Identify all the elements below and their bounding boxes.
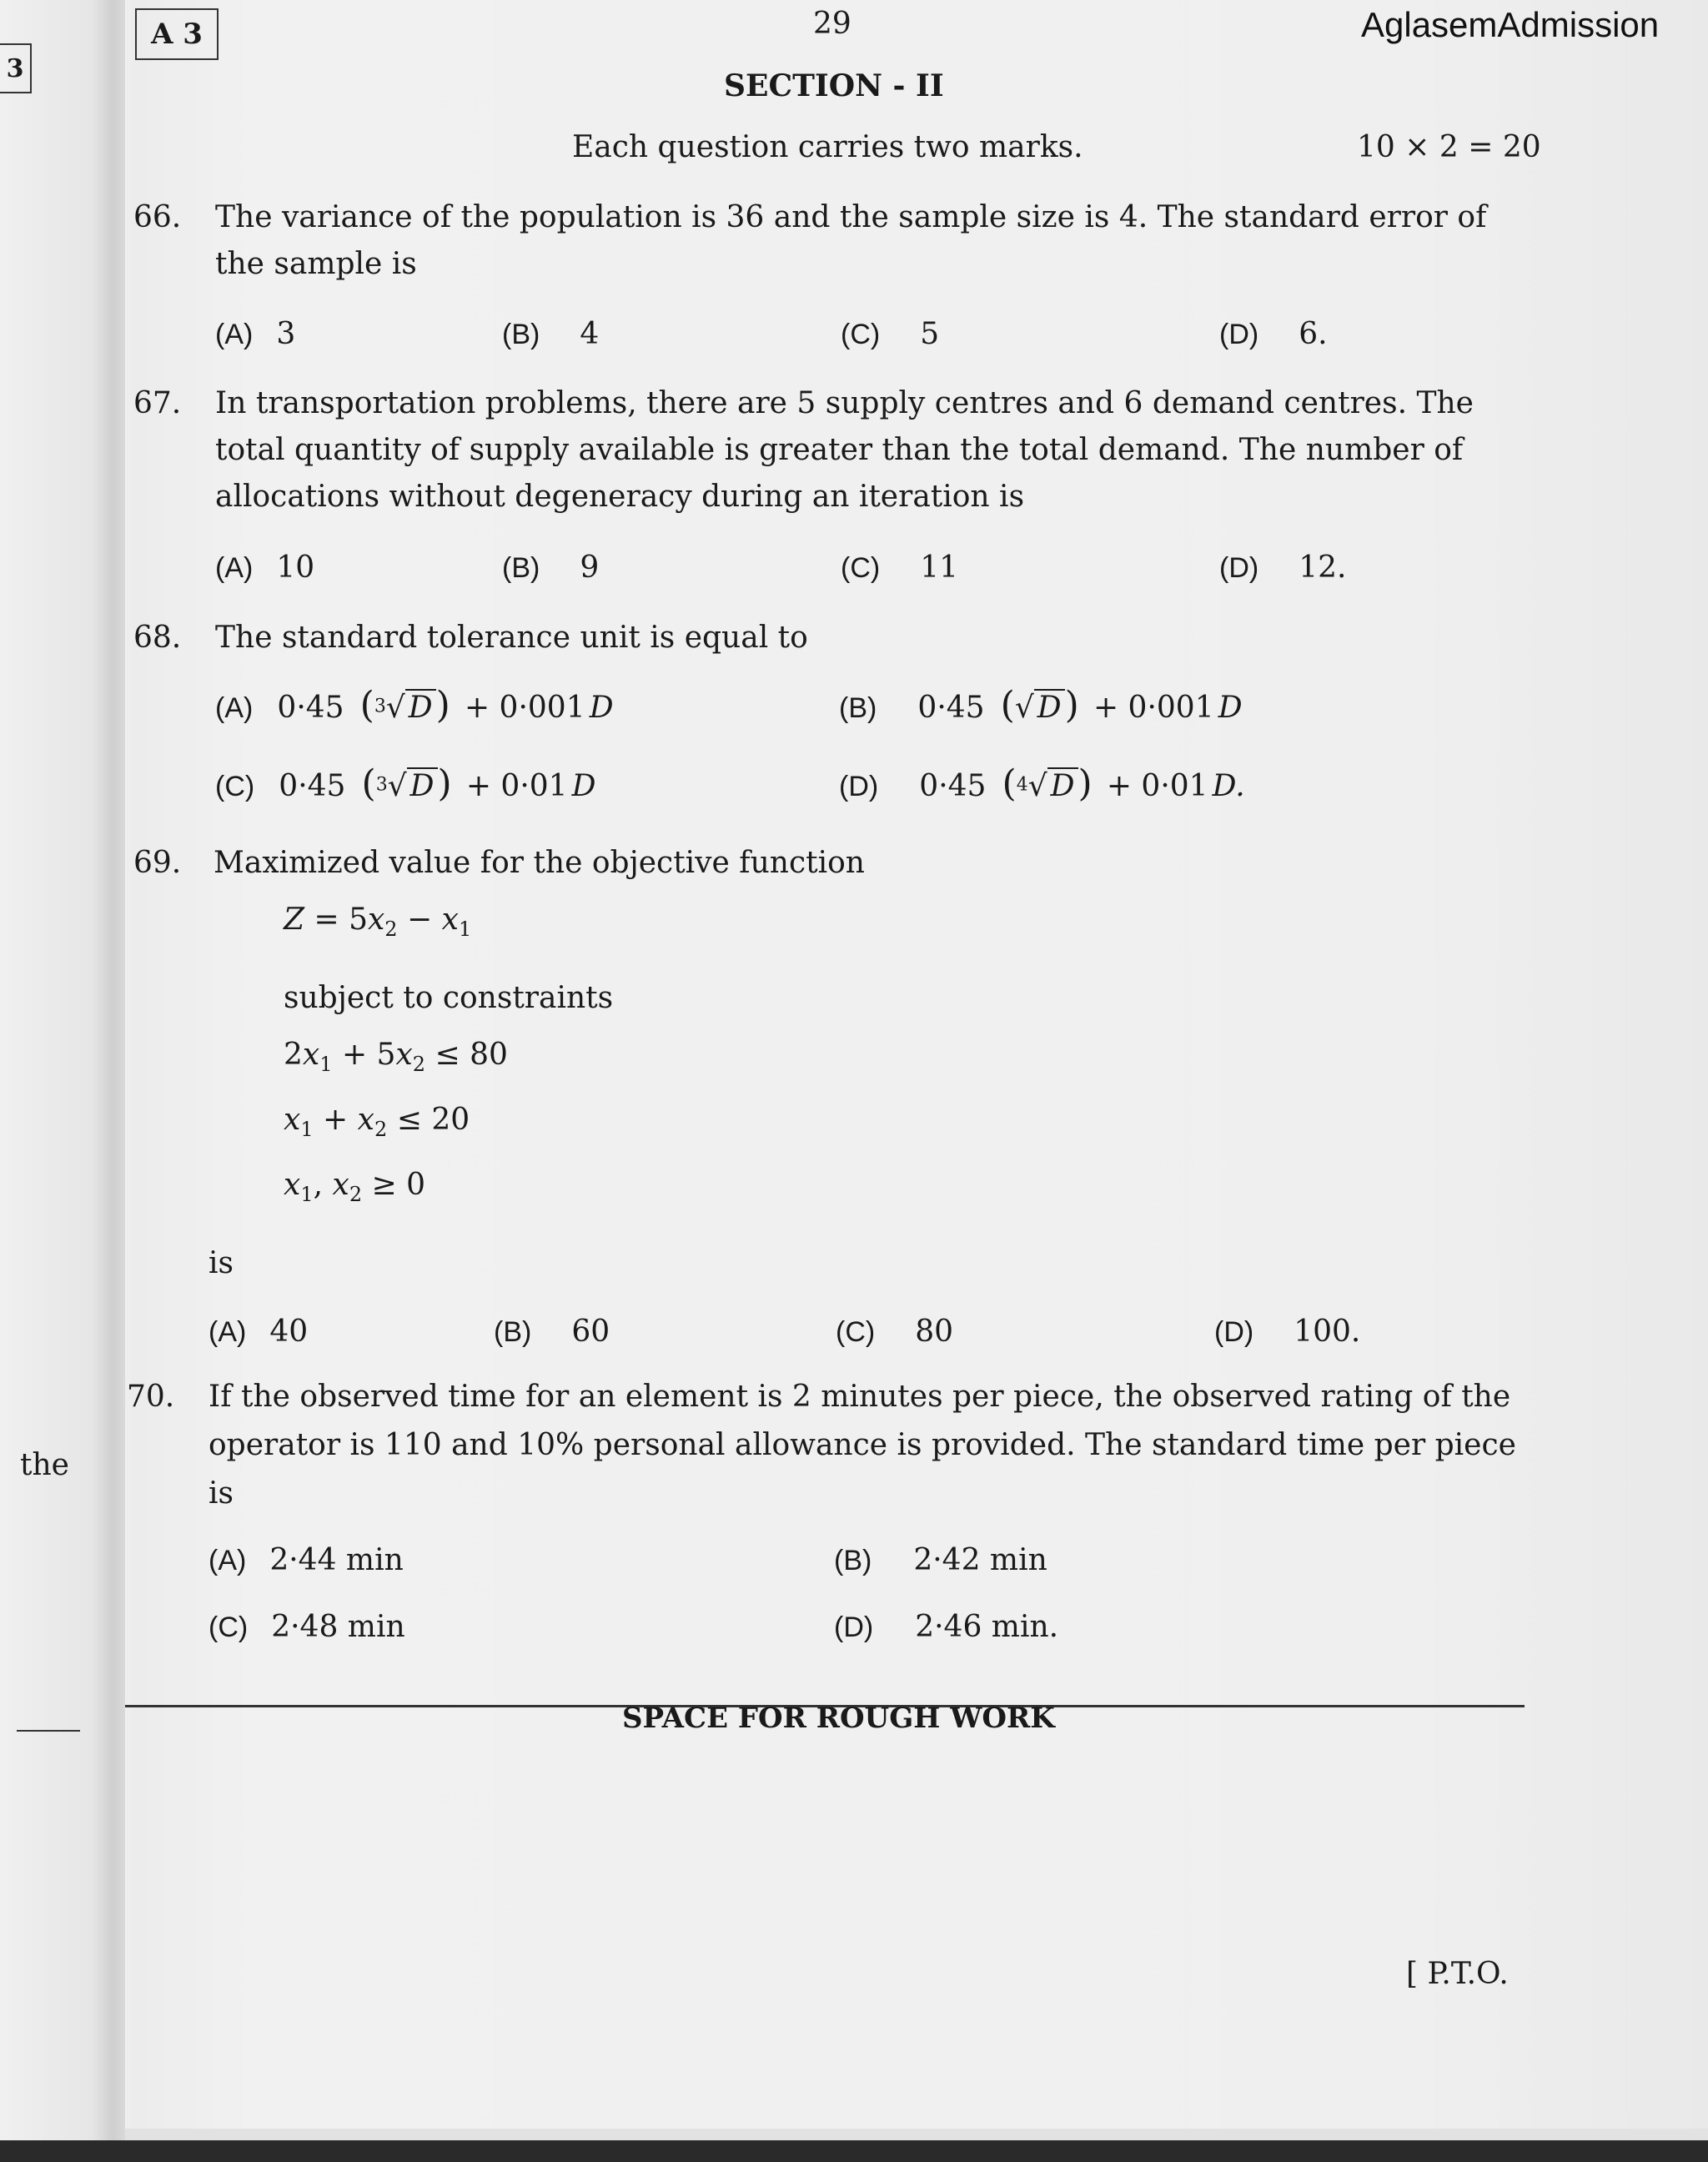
q68-option-a[interactable]: (A) 0·45 ($^3$√ D) + 0·001 D bbox=[215, 684, 614, 727]
q69-option-d[interactable]: (D) 100. bbox=[1214, 1315, 1361, 1349]
q70-option-b[interactable]: (B) 2·42 min bbox=[834, 1543, 1047, 1577]
q70-number: 70. bbox=[127, 1380, 175, 1414]
q69-tail: is bbox=[208, 1246, 234, 1280]
section-instruction bbox=[572, 130, 1083, 164]
pto-label: [ P.T.O. bbox=[1406, 1957, 1509, 1991]
q67-option-d[interactable]: (D) 12. bbox=[1219, 551, 1347, 585]
q67-number: 67. bbox=[133, 386, 182, 420]
side-margin-rule bbox=[17, 1730, 80, 1732]
series-code: A 3 bbox=[135, 8, 219, 60]
q70-line-3: is bbox=[208, 1476, 234, 1511]
q70-option-a[interactable]: (A) 2·44 min bbox=[208, 1543, 404, 1577]
q66-option-d[interactable]: (D) 6. bbox=[1219, 317, 1328, 351]
q70-option-d[interactable]: (D) 2·46 min. bbox=[834, 1610, 1059, 1644]
instruction-text: Each question carries two marks. bbox=[572, 130, 1083, 164]
q67-option-c[interactable]: (C) 11 bbox=[841, 551, 959, 585]
q68-option-b[interactable]: (B) 0·45 (√ D) + 0·001 D bbox=[839, 684, 1243, 727]
q69-constraint-2: $x_1 + x_2 \le 20$ bbox=[284, 1103, 470, 1141]
side-tab: 3 bbox=[0, 43, 32, 93]
q66-option-b[interactable]: (B) 4 bbox=[502, 317, 600, 351]
q67-line-1: In transportation problems, there are 5 supply centres and 6 demand centres. The bbox=[215, 386, 1474, 420]
q66-option-a[interactable]: (A) 3 bbox=[215, 317, 296, 351]
q69-subject-to: subject to constraints bbox=[284, 981, 614, 1015]
q69-objective: $Z = 5x_2 - x_1$ bbox=[284, 903, 472, 941]
q66-number: 66. bbox=[133, 200, 182, 234]
q68-option-c[interactable]: (C) 0·45 ($^3$√ D) + 0·01 D bbox=[215, 762, 596, 805]
q66-line-2: the sample is bbox=[215, 247, 417, 281]
q69-constraint-1: $2x_1 + 5x_2 \le 80$ bbox=[284, 1038, 508, 1076]
q67-option-a[interactable]: (A) 10 bbox=[215, 551, 315, 585]
q69-option-a[interactable]: (A) 40 bbox=[208, 1315, 309, 1349]
q69-number: 69. bbox=[133, 846, 182, 880]
q69-option-c[interactable]: (C) 80 bbox=[836, 1315, 954, 1349]
q69-constraint-3: $x_1$, $x_2 \ge 0$ bbox=[284, 1168, 426, 1206]
q66-line-1: The variance of the population is 36 and the sample size is 4. The standard error of bbox=[215, 200, 1487, 234]
q67-option-b[interactable]: (B) 9 bbox=[502, 551, 600, 585]
q68-option-d[interactable]: (D) 0·45 ($^4$√ D) + 0·01 D. bbox=[839, 762, 1245, 805]
q67-line-3: allocations without degeneracy during an iteration is bbox=[215, 480, 1025, 514]
q70-line-2: operator is 110 and 10% personal allowance is provided. The standard time per piece bbox=[208, 1428, 1516, 1462]
q70-line-1: If the observed time for an element is 2 minutes per piece, the observed rating of the bbox=[208, 1380, 1511, 1414]
q68-number: 68. bbox=[133, 621, 182, 655]
q67-line-2: total quantity of supply available is greater than the total demand. The number of bbox=[215, 433, 1464, 467]
watermark: AglasemAdmission bbox=[1361, 5, 1660, 44]
side-margin-text: the bbox=[20, 1448, 69, 1482]
page-edge-light bbox=[125, 2129, 1708, 2140]
page-edge bbox=[0, 2140, 1708, 2162]
q70-option-c[interactable]: (C) 2·48 min bbox=[208, 1610, 405, 1644]
page-binding bbox=[0, 0, 125, 2162]
marks-formula: 10 × 2 = 20 bbox=[1357, 130, 1541, 164]
q66-option-c[interactable]: (C) 5 bbox=[841, 317, 940, 351]
page-number: 29 bbox=[813, 7, 851, 41]
q69-option-b[interactable]: (B) 60 bbox=[494, 1315, 610, 1349]
q69-line-1: Maximized value for the objective function bbox=[214, 846, 865, 880]
section-title: SECTION - II bbox=[724, 68, 944, 103]
rough-work-label: SPACE FOR ROUGH WORK bbox=[622, 1702, 1055, 1735]
q68-line-1: The standard tolerance unit is equal to bbox=[215, 621, 808, 655]
